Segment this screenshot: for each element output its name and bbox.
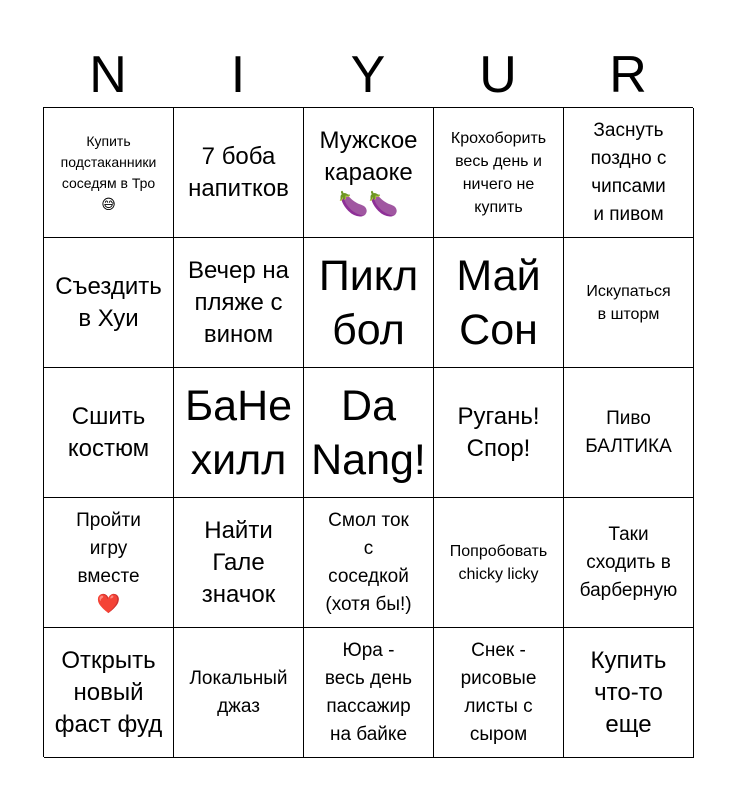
bingo-cell-text: Искупаться в шторм	[586, 282, 671, 323]
header-letter: R	[609, 46, 647, 104]
bingo-cell-text: Крохоборить весь день и ничего не купить	[450, 129, 547, 216]
bingo-cell-text: Пиво БАЛТИКА	[585, 407, 672, 457]
bingo-cell-text: Мужское караоке 🍆🍆	[319, 126, 418, 218]
bingo-cell[interactable]	[44, 628, 174, 758]
header-letter: U	[479, 46, 517, 104]
bingo-cell[interactable]	[304, 108, 434, 238]
bingo-cell-text: Юра - весь день пассажир на байке	[324, 639, 413, 745]
bingo-cell-text: Найти Гале значок	[201, 516, 276, 608]
bingo-cell-text: Попробовать chicky licky	[449, 542, 548, 583]
bingo-cell-text: Da Nang!	[311, 381, 426, 484]
bingo-cell-text: Май Сон	[456, 251, 541, 354]
bingo-cell[interactable]	[304, 498, 434, 628]
bingo-cell[interactable]	[174, 498, 304, 628]
bingo-cell[interactable]	[434, 108, 564, 238]
bingo-cell-text: Смол ток с соседкой (хотя бы!)	[325, 509, 412, 615]
bingo-grid	[43, 107, 693, 757]
bingo-cell-text: Локальный джаз	[189, 667, 288, 717]
bingo-cell[interactable]	[304, 368, 434, 498]
bingo-cell[interactable]	[564, 238, 694, 368]
bingo-header	[43, 42, 693, 108]
bingo-cell[interactable]	[44, 498, 174, 628]
header-letter: N	[89, 46, 127, 104]
bingo-cell-text: Таки сходить в барберную	[579, 523, 678, 601]
bingo-cell-text: Пикл бол	[318, 251, 419, 354]
bingo-cell-text: Ругань! Спор!	[457, 402, 540, 462]
bingo-cell[interactable]	[564, 498, 694, 628]
bingo-cell[interactable]	[174, 108, 304, 238]
bingo-cell[interactable]	[174, 368, 304, 498]
bingo-cell-text: БаНе хилл	[184, 381, 293, 484]
bingo-cell-text: Купить подстаканники соседям в Тро 😅	[60, 132, 157, 212]
bingo-cell-text: Открыть новый фаст фуд	[54, 646, 163, 738]
bingo-cell-text: Сшить костюм	[67, 402, 150, 462]
bingo-cell-text: Купить что-то еще	[590, 646, 667, 738]
bingo-cell[interactable]	[434, 498, 564, 628]
bingo-cell[interactable]	[44, 368, 174, 498]
bingo-cell[interactable]	[434, 238, 564, 368]
header-letter: Y	[350, 46, 386, 104]
bingo-cell-text: Пройти игру вместе ❤️	[76, 509, 141, 615]
bingo-cell[interactable]	[174, 628, 304, 758]
bingo-cell[interactable]	[174, 238, 304, 368]
bingo-cell[interactable]	[44, 108, 174, 238]
bingo-cell[interactable]	[564, 368, 694, 498]
bingo-cell[interactable]	[434, 628, 564, 758]
bingo-cell[interactable]	[564, 108, 694, 238]
bingo-cell-text: Вечер на пляже с вином	[187, 256, 290, 348]
bingo-cell[interactable]	[304, 628, 434, 758]
bingo-cell[interactable]	[434, 368, 564, 498]
bingo-cell[interactable]	[44, 238, 174, 368]
bingo-cell[interactable]	[564, 628, 694, 758]
bingo-cell-text: Заснуть поздно с чипсами и пивом	[590, 119, 667, 225]
bingo-cell-text: 7 боба напитков	[188, 142, 289, 202]
bingo-cell-text: Съездить в Хуи	[55, 272, 162, 332]
bingo-cell[interactable]	[304, 238, 434, 368]
bingo-cell-text: Снек - рисовые листы с сыром	[460, 639, 537, 745]
header-letter: I	[230, 46, 246, 104]
